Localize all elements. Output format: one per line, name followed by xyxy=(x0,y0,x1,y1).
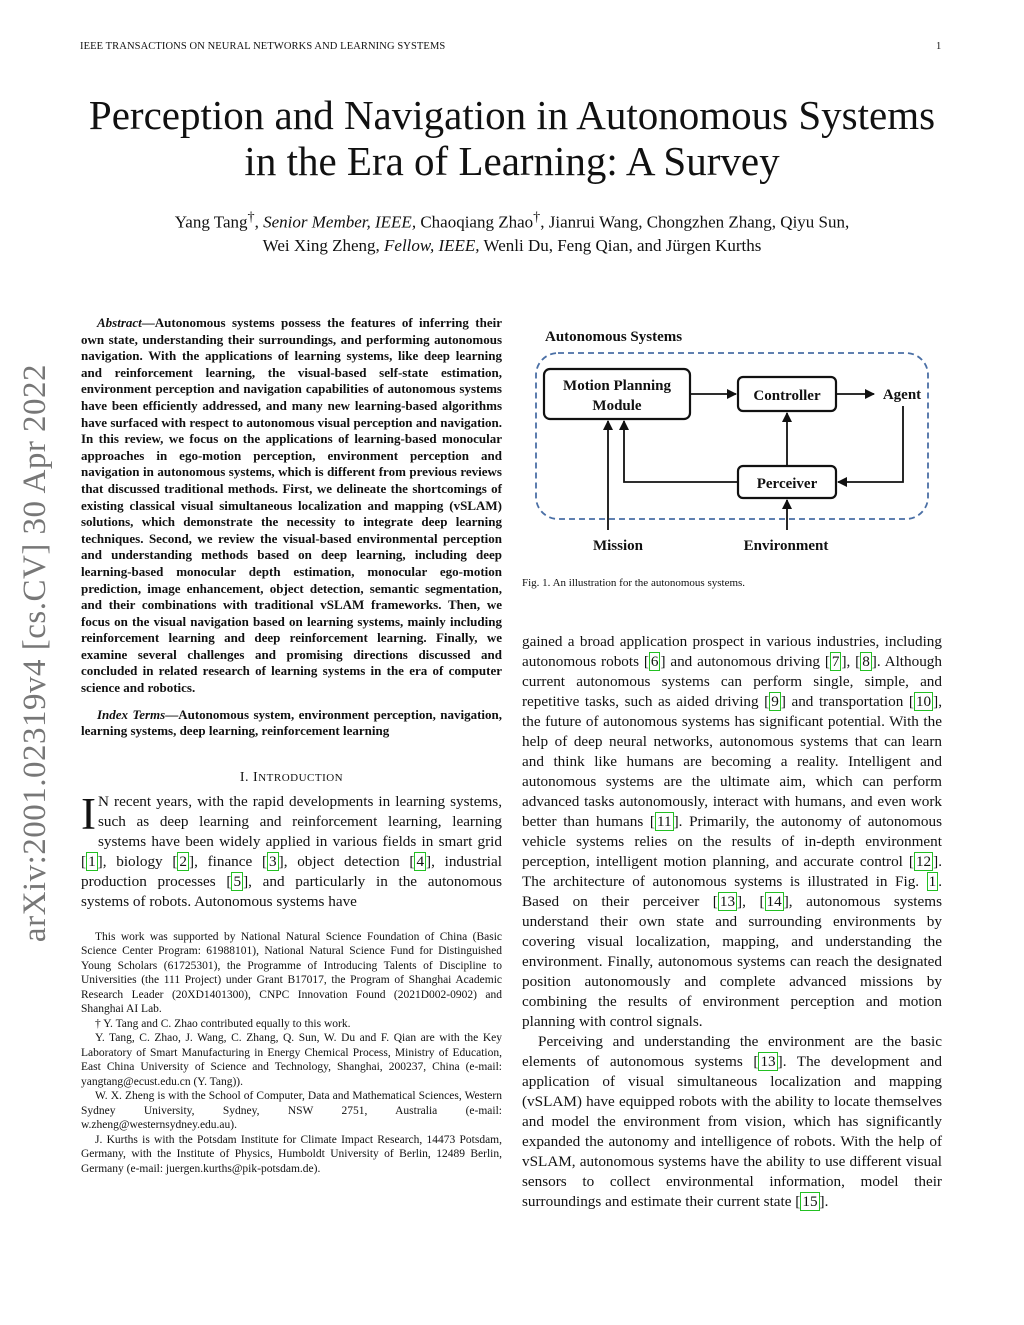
citation-link[interactable]: 5 xyxy=(233,872,242,890)
right-column xyxy=(522,632,942,1212)
body-text: . The architecture of autonomous systems is illustrated in Fig. xyxy=(522,853,942,890)
citation-link[interactable]: 13 xyxy=(760,1053,776,1070)
body-text: . Although current autonomous systems can perform single, simple, and repetitive tasks, such as aided driving xyxy=(522,653,942,710)
body-text: , object detection xyxy=(283,852,410,870)
index-terms-label: Index Terms xyxy=(97,706,166,722)
citation-link[interactable]: 1 xyxy=(88,852,96,870)
arxiv-side-stamp: arXiv:2001.02319v4 [cs.CV] 30 Apr 2022 xyxy=(17,363,53,943)
footnote-funding: This work was supported by National Natural Science Foundation of China (Basic Science Center Program: 61988101), National Natural Science Fund for Distinguished Young Scholars (61725301), the Programme of Introducing Talents of Discipline to Universities (the 111 Project) under Grant B17017, the Program of Shanghai Academic Research Leader (20XD1401300), CNPC Innovation Found (2021D002-0902) and Shanghai AI Lab. xyxy=(81,930,502,1016)
author-list: Yang Tang†, Senior Member, IEEE, Chaoqiang Zhao†, Jianrui Wang, Chongzhen Zhang, Qiyu Sun, Wei Xing Zheng, Fellow, IEEE, Wenli Du, Feng Qian, and Jürgen Kurths xyxy=(174,209,850,255)
body-text: , xyxy=(742,893,760,910)
section-title-initial: I xyxy=(253,769,259,785)
intro-paragraph-1: I N recent years, with the rapid developments in learning systems, such as deep learning and reinforcement learning, learning systems have been widely applied in various fields in smart grid [ 1 ], biology [ 2 ], finance [ 3 ], object detection [ 4 ], industrial production processes [ 5 ], and particularly in the autonomous systems of robots. Autonomous systems have xyxy=(81,788,503,910)
body-text: , biology xyxy=(102,852,173,870)
body-text: . xyxy=(824,1193,829,1210)
footnote-affiliation: W. X. Zheng is with the School of Computer, Data and Mathematical Sciences, Western Sydney University, Sydney, NSW 2751, Australia (e-mail: w.zheng@westernsydney.edu.au). xyxy=(81,1090,502,1132)
page-number: 1 xyxy=(936,41,942,52)
running-head: IEEE TRANSACTIONS ON NEURAL NETWORKS AND LEARNING SYSTEMS xyxy=(80,41,446,52)
paper-title xyxy=(60,92,964,184)
title-line-2: in the Era of Learning: A Survey xyxy=(244,138,780,184)
author-role: Fellow, IEEE, xyxy=(384,235,480,255)
mission-label: Mission xyxy=(592,538,644,554)
index-terms xyxy=(81,707,502,740)
footnotes xyxy=(81,930,502,1177)
author-role: Senior Member, IEEE, xyxy=(263,212,417,232)
author-name: Yang Tang xyxy=(174,212,248,232)
citation-link[interactable]: 4 xyxy=(416,852,425,870)
citation-link[interactable]: 15 xyxy=(802,1193,818,1210)
body-text: and autonomous driving xyxy=(665,653,825,670)
motion-planning-label: Motion Planning xyxy=(563,378,671,394)
citation-link[interactable]: 10 xyxy=(915,693,932,710)
figure-caption: Fig. 1. An illustration for the autonomous systems. xyxy=(522,577,746,589)
body-text: Perceiving and understanding the environment are the basic elements of autonomous systems xyxy=(522,1033,942,1070)
arrow-perceiver-to-planning xyxy=(624,421,738,482)
body-text: . Primarily, the autonomy of autonomous vehicle systems relies on the results of in-depth environment perception, intelligent motion planning, and accurate control xyxy=(522,813,943,870)
body-text: , and particularly in the autonomous systems of robots. Autonomous systems have xyxy=(81,872,503,910)
body-text: . The development and application of visual simultaneous localization and mapping (vSLAM) have equipped robots with the ability to locate themselves and model the environment from vision, which has significantly expanded the autonomy and intelligence of robots. With the help of vSLAM, autonomous systems have the ability to use different visual sensors to collect environmental information, model their surroundings and estimate their current state xyxy=(522,1053,942,1210)
body-text: , industrial production processes xyxy=(81,852,502,890)
intro-paragraph-3: Perceiving and understanding the environment are the basic elements of autonomous systems [ 13 ]. The development and application of visual simultaneous localization and mapping (vSLAM) have equipped robots with the ability to locate themselves and model the environment from vision, which has significantly expanded the autonomy and intelligence of robots. With the help of vSLAM, autonomous systems have the ability to use different visual sensors to collect environmental information, model their surroundings and estimate their current state [ 15 ]. xyxy=(522,1033,942,1210)
left-column xyxy=(81,315,502,1176)
author-name: Wei Xing Zheng, xyxy=(262,235,380,255)
citation-link[interactable]: 14 xyxy=(766,893,782,910)
citation-link[interactable]: 2 xyxy=(179,852,187,870)
author-name: Chaoqiang Zhao xyxy=(420,212,534,232)
body-text: , xyxy=(846,653,856,670)
footnote-affiliation: Y. Tang, C. Zhao, J. Wang, C. Zhang, Q. Sun, W. Du and F. Qian are with the Key Laboratory of Smart Manufacturing in Energy Chemical Process, Ministry of Education, East China University of Science and Technology, Shanghai, 200237, China (e-mail: yangtang@ecust.edu.cn (Y. Tang)). xyxy=(81,1032,502,1088)
footnote-affiliation: J. Kurths is with the Potsdam Institute for Climate Impact Research, 14473 Potsdam, Germany, with the Institute of Physics, Humboldt University of Berlin, 12489 Berlin, Germany (e-mail: juergen.kurths@pik-potsdam.de). xyxy=(81,1133,502,1175)
citation-link[interactable]: 8 xyxy=(862,653,870,670)
figure-link[interactable]: 1 xyxy=(928,873,937,890)
controller-label: Controller xyxy=(753,388,821,404)
citation-link[interactable]: 7 xyxy=(831,653,840,670)
section-title-rest: NTRODUCTION xyxy=(258,771,344,784)
citation-link[interactable]: 12 xyxy=(915,853,932,870)
author-names: Wenli Du, Feng Qian, and Jürgen Kurths xyxy=(483,235,762,255)
author-names: , Jianrui Wang, Chongzhen Zhang, Qiyu Sun, xyxy=(540,212,850,232)
environment-label: Environment xyxy=(743,538,829,554)
abstract xyxy=(81,315,502,697)
diagram-title: Autonomous Systems xyxy=(545,329,683,345)
perceiver-label: Perceiver xyxy=(756,476,818,492)
abstract-label: Abstract xyxy=(97,315,142,330)
motion-planning-label: Module xyxy=(592,398,642,414)
intro-paragraph-2: gained a broad application prospect in various industries, including autonomous robots [ 6 ] and autonomous driving [ 7 ], [ 8 ]. Although current autonomous systems can perform single, simple, and repetitive tasks, such as aided driving [ 9 ] and transportation [ 10 ], the future of autonomous systems has significant potential. With the help of deep neural networks, autonomous systems that can learn and think like humans are becoming a reality. Intelligent and autonomous systems are the ultimate aim, which can perform advanced tasks autonomously, interact with humans, and even work better than humans [ 11 ]. Primarily, the autonomy of autonomous vehicle systems relies on the results of in-depth environment perception, intelligent motion planning, and accurate control [ 12 ]. The architecture of autonomous systems is illustrated in Fig. 1 . Based on their perceiver [ 13 ], [ 14 ], autonomous systems understand their own state and surrounding environments by covering visual localization, mapping, and understanding the environment. Finally, autonomous systems can reach the designated position autonomously and complete advanced missions by combining the results of environment perception and motion planning with control signals. xyxy=(522,633,943,1030)
citation-link[interactable]: 11 xyxy=(656,813,672,830)
autonomous-systems-diagram xyxy=(522,318,942,563)
body-text: . Based on their perceiver xyxy=(522,873,942,910)
body-text: gained a broad application prospect in various industries, including autonomous robots xyxy=(522,633,942,670)
equal-contrib-mark: † xyxy=(247,209,255,225)
body-text: , finance xyxy=(194,852,262,870)
body-text: , the future of autonomous systems has significant potential. With the help of deep neural networks, autonomous systems that can learn and think like humans are becoming a reality. Intelligent and autonomous systems are the ultimate aim, which can perform advanced tasks autonomously, interact with humans, and even work better than humans xyxy=(522,693,942,830)
title-line-1: Perception and Navigation in Autonomous Systems xyxy=(88,92,936,138)
abstract-text: —Autonomous systems possess the features of inferring their own state, understanding their surroundings, and performing autonomous navigation. With the applications of learning systems, like deep learning and reinforcement learning, the visual-based self-state estimation, environment perception and navigation capabilities of autonomous systems have been efficiently addressed, and many new learning-based algorithms have surfaced with respect to autonomous visual perception and navigation. In this review, we focus on the applications of learning-based monocular approaches in ego-motion perception, environment perception and navigation in autonomous systems, which is different from previous reviews that discussed traditional methods. First, we delineate the shortcomings of existing classical visual simultaneous localization and mapping (vSLAM) solutions, which demonstrate the necessity to integrate deep learning techniques. Second, we review the visual-based environmental perception and understanding methods based on deep learning, including deep learning-based monocular depth estimation, monocular ego-motion prediction, image enhancement, object detection, semantic segmentation, and their combinations with traditional vSLAM frameworks. Then, we focus on the visual navigation based on learning systems, mainly including reinforcement learning and deep reinforcement learning. Finally, we examine several challenges and promising directions discussed and concluded in related research of learning systems in the era of computer science and robotics. xyxy=(81,315,502,696)
equal-contrib-mark: † xyxy=(533,209,541,225)
section-heading xyxy=(81,770,502,786)
section-number: I. xyxy=(239,769,250,785)
citation-link[interactable]: 9 xyxy=(771,693,779,710)
citation-link[interactable]: 6 xyxy=(650,653,659,670)
footnote-equal-contribution: † Y. Tang and C. Zhao contributed equally to this work. xyxy=(95,1017,351,1030)
arrow-agent-to-perceiver xyxy=(838,406,903,482)
citation-link[interactable]: 13 xyxy=(719,893,736,910)
citation-link[interactable]: 3 xyxy=(269,852,277,870)
index-terms-text: —Autonomous system, environment perception, navigation, learning systems, deep learning, reinforcement learning xyxy=(81,706,503,739)
drop-cap: I xyxy=(81,788,96,839)
body-text: and transportation xyxy=(785,693,909,710)
body-text: N recent years, with the rapid developments in learning systems, such as deep learning and reinforcement learning, learning systems have been widely applied in various fields in smart grid xyxy=(98,792,502,850)
agent-label: Agent xyxy=(882,387,922,403)
body-text: , autonomous systems understand their own state and surrounding environments by covering visual localization, mapping, and understanding the environment. Finally, autonomous systems can reach the designated position autonomously and complete advanced missions by combining the results of environment perception and motion planning with control signals. xyxy=(522,893,942,1030)
